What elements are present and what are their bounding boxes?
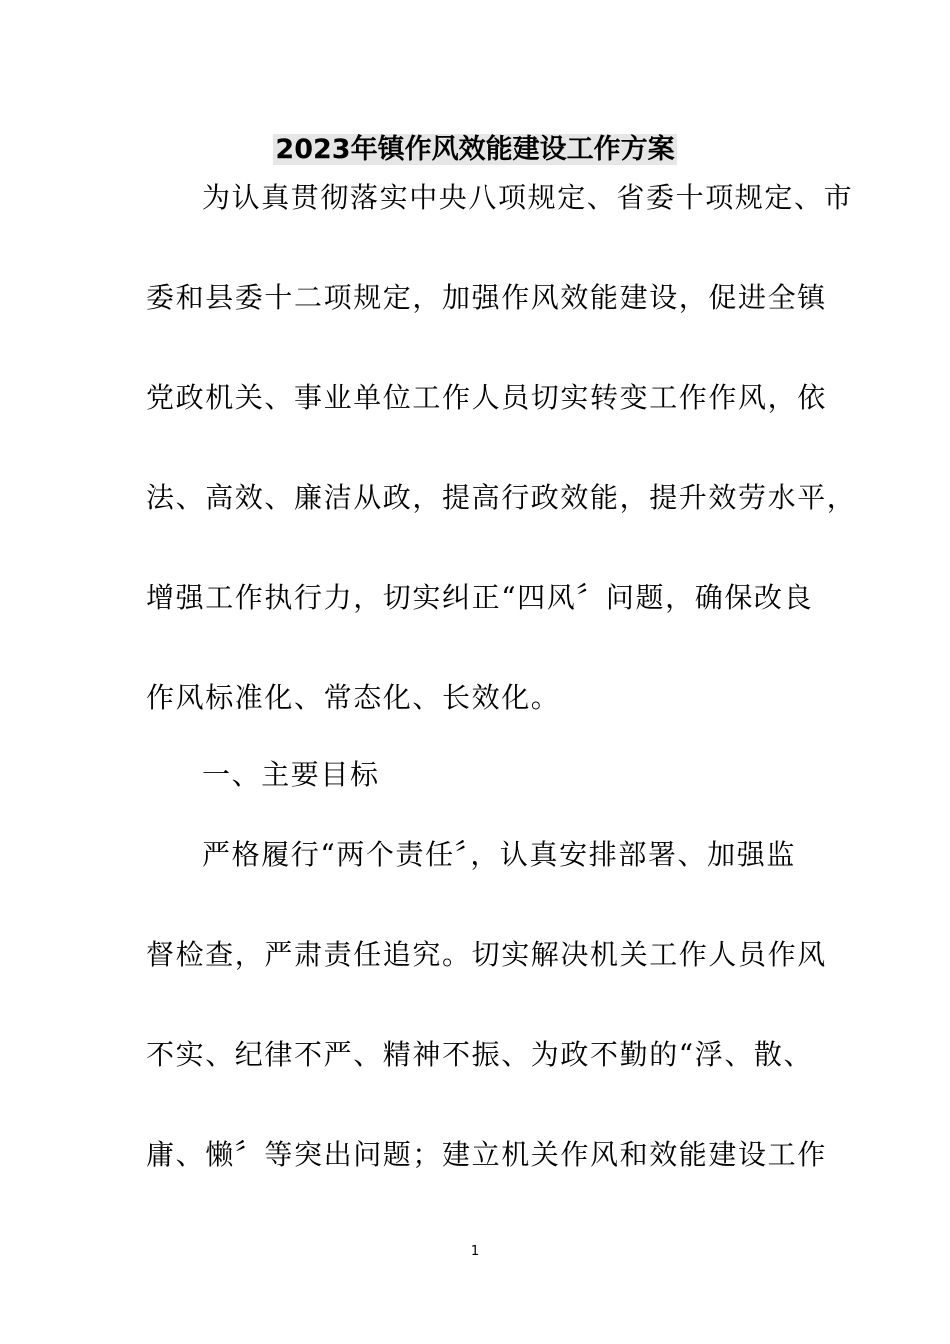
page-title: [0, 130, 950, 170]
page-number: 1: [470, 1244, 480, 1259]
paragraph-line: 督检查，严肃责任追究。切实解决机关工作人员作风: [146, 938, 827, 971]
paragraph-line: 不实、纪律不严、精神不振、为政不勤的“浮、散、: [146, 1038, 814, 1071]
paragraph-line: 增强工作执行力，切实纠正“四风〞问题，确保改良: [146, 581, 814, 614]
paragraph-line: 党政机关、事业单位工作人员切实转变工作作风，依: [146, 381, 827, 414]
paragraph-line: 严格履行“两个责任〞，认真安排部署、加强监: [202, 838, 796, 871]
paragraph-line: 委和县委十二项规定，加强作风效能建设，促进全镇: [146, 281, 827, 314]
paragraph-line: 为认真贯彻落实中央八项规定、省委十项规定、市: [202, 181, 854, 214]
page-title-text: 2023年镇作风效能建设工作方案: [275, 134, 675, 165]
paragraph-line: 法、高效、廉洁从政，提高行政效能，提升效劳水平，: [146, 481, 857, 514]
paragraph-line: 作风标准化、常态化、长效化。: [146, 681, 561, 714]
section-heading: 一、主要目标: [202, 758, 380, 791]
paragraph-line: 庸、懒〞等突出问题；建立机关作风和效能建设工作: [146, 1138, 827, 1171]
